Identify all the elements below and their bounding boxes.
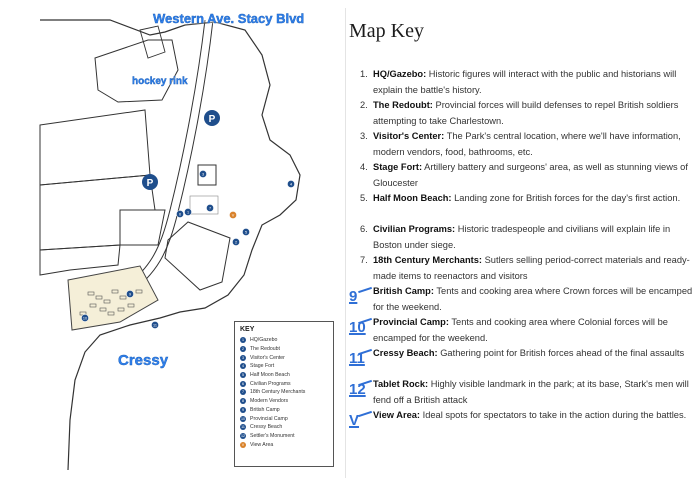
map-key-marker-icon: 5 [242, 373, 244, 378]
legend-entry-description: Tents and cooking area where Colonial forces will be encamped for the weekend. [373, 317, 668, 343]
legend-entry [349, 346, 694, 377]
map-key-item-label: British Camp [250, 406, 280, 413]
legend-entry-name: HQ/Gazebo: [373, 69, 427, 79]
map-key-item-label: View Area [250, 441, 274, 448]
legend-entry-name: Civilian Programs: [373, 224, 456, 234]
map-key-marker-icon: 8 [242, 399, 244, 404]
parking-symbol: P [146, 178, 154, 189]
handwritten-strike-mark [358, 287, 372, 293]
map-key-marker-icon: 4 [242, 364, 244, 369]
legend-entry-number: 5. [360, 193, 368, 203]
map-key-item [240, 414, 328, 423]
legend-entry-name: Cressy Beach: [373, 348, 438, 358]
parking-marker-north [204, 110, 220, 126]
west-parcel-2 [40, 175, 155, 250]
legend-entry-description: Artillery battery and surgeons' area, as well as stunning views of Gloucester [373, 162, 688, 188]
camp-area [68, 266, 158, 330]
west-parcel-1 [40, 110, 150, 185]
map-key-item-label: Cressy Beach [250, 424, 283, 431]
legend-entry-name: 18th Century Merchants: [373, 255, 483, 265]
street-label: Western Ave. Stacy Blvd [153, 11, 305, 26]
legend-entry-description: Highly visible landmark in the park; at its base, Stark's men will fend off a British attack [373, 379, 689, 405]
map-key-item-label: Stage Fort [250, 363, 275, 370]
legend-entry [349, 160, 694, 191]
map-key-marker-icon: V [241, 442, 245, 447]
map-marker-label: 6 [178, 212, 182, 217]
legend-entry-description: The Park's central location, where we'll have information, modern vendors, food, bathrooms, etc. [373, 131, 681, 157]
legend-entry [349, 98, 694, 129]
rink-label: hockey rink [132, 76, 188, 87]
handwritten-number: 12 [349, 381, 366, 398]
map-key-marker-icon: 9 [242, 407, 244, 412]
map-marker-3 [199, 170, 206, 177]
road-left [118, 20, 205, 292]
legend-entry [349, 253, 694, 284]
map-marker-11 [151, 321, 158, 328]
handwritten-number: 11 [349, 350, 365, 367]
map-marker-10 [81, 314, 88, 321]
map-key-marker-icon: 1 [242, 338, 244, 343]
map-key-item-label: Modern Vendors [250, 398, 289, 405]
legend-entry-name: View Area: [373, 410, 421, 420]
parking-symbol: P [208, 114, 216, 125]
map-key-item [240, 336, 328, 345]
map-marker-5 [242, 228, 249, 235]
legend-entry-name: Visitor's Center: [373, 131, 445, 141]
map-marker-label: 3 [201, 172, 205, 177]
cressy-label: Cressy [118, 352, 169, 369]
legend-entry-description: Gathering point for British forces ahead of the final assaults [440, 348, 685, 358]
legend-entry-number: 7. [360, 255, 368, 265]
map-key-item [240, 406, 328, 415]
legend-entry-description: Historic tradespeople and civilians will explain life in Boston under siege. [373, 224, 671, 250]
map-marker-7 [206, 204, 213, 211]
map-key-item-label: Visitor's Center [250, 354, 285, 361]
legend-entry [349, 377, 694, 408]
map-key-item [240, 432, 328, 441]
handwritten-number: V [349, 412, 360, 429]
legend-entry-number: 4. [360, 162, 368, 172]
legend-entry [349, 315, 694, 346]
map-key-item [240, 345, 328, 354]
legend-entry-name: Stage Fort: [373, 162, 423, 172]
map-key-item-label: HQ/Gazebo [250, 337, 278, 344]
map-key-item [240, 440, 328, 449]
divider [345, 8, 346, 478]
map-key-item [240, 423, 328, 432]
map-key-box [234, 321, 334, 467]
map-key-item [240, 388, 328, 397]
map-key-item-label: Civilian Programs [250, 380, 291, 387]
handwritten-number: 10 [349, 319, 366, 336]
legend-entry-description: Landing zone for British forces for the day's first action. [454, 193, 681, 203]
map-key-item-label: The Redoubt [250, 346, 280, 353]
legend-entry-number: 3. [360, 131, 368, 141]
legend-entry-description: Provincial forces will build defenses to repel British soldiers attempting to take Charlestown. [373, 100, 679, 126]
gazebo [190, 196, 218, 214]
west-parcel-3 [120, 210, 165, 245]
legend-entry-name: Tablet Rock: [373, 379, 429, 389]
legend-entry [349, 408, 694, 439]
map-key-title: KEY [240, 326, 255, 333]
map-key-list [240, 336, 328, 449]
map-marker-label: 4 [289, 182, 293, 187]
legend-entry-name: The Redoubt: [373, 100, 433, 110]
map-key-item [240, 353, 328, 362]
map-key-item [240, 397, 328, 406]
map-key-item [240, 362, 328, 371]
map-marker-label: 1 [186, 210, 190, 215]
legend-entry [349, 129, 694, 160]
legend-entry-number: 6. [360, 224, 368, 234]
handwritten-number: 9 [349, 288, 358, 305]
legend-entry [349, 284, 694, 315]
legend-entry [349, 191, 694, 222]
map-marker-label: V [231, 213, 235, 218]
legend-entry [349, 67, 694, 98]
map-key-marker-icon: 3 [242, 355, 244, 360]
legend-title: Map Key [349, 20, 424, 42]
parking-marker-west [142, 174, 158, 190]
legend-panel [349, 20, 694, 429]
map-key-marker-icon: 2 [242, 347, 244, 352]
legend-list [349, 67, 694, 439]
map-marker-label: 10 [82, 316, 88, 321]
map-marker-label: 7 [208, 206, 212, 211]
legend-entry-description: Sutlers selling period-correct materials and ready-made items to reenactors and visitors [373, 255, 690, 281]
map-marker-label: 5 [244, 230, 248, 235]
map-key-marker-icon: 6 [242, 381, 244, 386]
legend-entry-description: Ideal spots for spectators to take in the action during the battles. [422, 410, 687, 420]
map-key-item [240, 371, 328, 380]
rink-shape [140, 26, 165, 58]
map-marker-label: 11 [153, 323, 157, 328]
map-key-marker-icon: 11 [241, 425, 245, 430]
map-marker-4 [287, 180, 294, 187]
park-map [0, 0, 345, 488]
legend-entry-description: Tents and cooking area where Crown forces will be encamped for the weekend. [373, 286, 693, 312]
handwritten-strike-mark [358, 411, 372, 417]
map-key-item-label: 18th Century Merchants [250, 389, 306, 396]
map-key-marker-icon: 10 [241, 416, 245, 421]
legend-entry-description: Historic figures will interact with the public and historians will explain the battle's history. [373, 69, 677, 95]
map-key-item-label: Provincial Camp [250, 415, 288, 422]
center-parcel [165, 222, 230, 290]
map-key-item-label: Half Moon Beach [250, 372, 290, 379]
map-marker-v [229, 211, 236, 218]
legend-entry-number: 2. [360, 100, 368, 110]
map-marker-9 [126, 290, 133, 297]
map-marker-1 [184, 208, 191, 215]
map-marker-2 [232, 238, 239, 245]
map-marker-label: 9 [128, 292, 132, 297]
map-key-marker-icon: 12 [241, 433, 245, 438]
legend-entry-name: British Camp: [373, 286, 434, 296]
map-key-item-label: Settler's Monument [250, 432, 295, 439]
map-marker-label: 2 [234, 240, 238, 245]
legend-entry-name: Half Moon Beach: [373, 193, 452, 203]
west-parcel-4 [40, 245, 120, 275]
map-marker-6 [176, 210, 183, 217]
legend-entry-number: 1. [360, 69, 368, 79]
north-parcel [95, 40, 178, 102]
map-key-marker-icon: 7 [242, 390, 244, 395]
legend-entry-name: Provincial Camp: [373, 317, 449, 327]
legend-entry [349, 222, 694, 253]
map-key-item [240, 379, 328, 388]
